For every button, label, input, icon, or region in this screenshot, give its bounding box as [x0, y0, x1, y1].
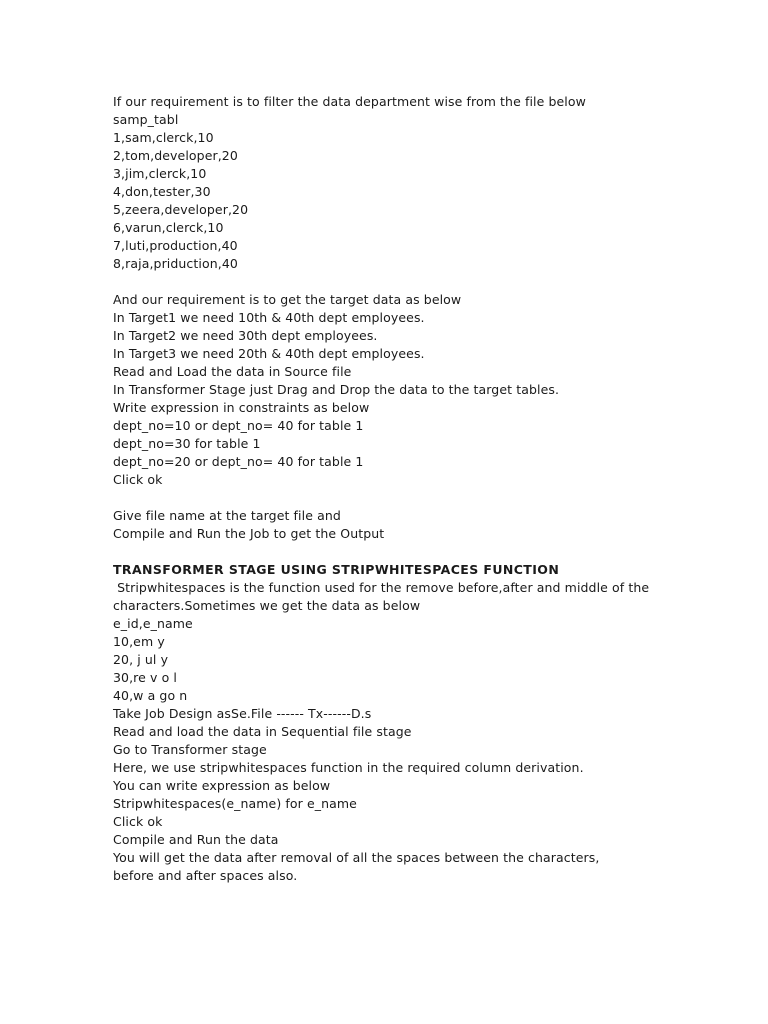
intro-text: If our requirement is to filter the data department wise from the file below: [113, 94, 586, 109]
text-line: Give file name at the target file and: [113, 508, 341, 523]
text-line: Click ok: [113, 472, 163, 487]
text-line: 30,re v o l: [113, 670, 177, 685]
text-line: 40,w a go n: [113, 688, 188, 703]
data-row: 8,raja,priduction,40: [113, 256, 238, 271]
text-line: You will get the data after removal of all the spaces between the characters,: [113, 850, 600, 865]
text-line: In Target1 we need 10th & 40th dept employees.: [113, 310, 425, 325]
text-line: Stripwhitespaces is the function used for the remove before,after and middle of the: [113, 580, 650, 595]
text-line: Click ok: [113, 814, 163, 829]
text-line: 20, j ul y: [113, 652, 169, 667]
text-line: before and after spaces also.: [113, 868, 298, 883]
paragraph-gap: [113, 273, 673, 291]
section-stripwhitespaces: [113, 561, 673, 885]
text-line: 10,em y: [113, 634, 165, 649]
data-row: 5,zeera,developer,20: [113, 202, 249, 217]
text-line: Read and Load the data in Source file: [113, 364, 352, 379]
document-body: [113, 93, 673, 885]
text-line: In Target2 we need 30th dept employees.: [113, 328, 378, 343]
section-filter-intro: [113, 93, 673, 273]
text-line: Compile and Run the Job to get the Output: [113, 526, 385, 541]
text-line: dept_no=10 or dept_no= 40 for table 1: [113, 418, 364, 433]
text-line: characters.Sometimes we get the data as below: [113, 598, 421, 613]
text-line: You can write expression as below: [113, 778, 331, 793]
text-line: In Transformer Stage just Drag and Drop the data to the target tables.: [113, 382, 560, 397]
text-line: dept_no=20 or dept_no= 40 for table 1: [113, 454, 364, 469]
paragraph-gap: [113, 543, 673, 561]
section-heading: TRANSFORMER STAGE USING STRIPWHITESPACES FUNCTION: [113, 562, 560, 577]
data-row: 2,tom,developer,20: [113, 148, 238, 163]
data-row: 3,jim,clerck,10: [113, 166, 207, 181]
paragraph-gap: [113, 489, 673, 507]
text-line: e_id,e_name: [113, 616, 193, 631]
text-line: Take Job Design asSe.File ------ Tx------D.s: [113, 706, 372, 721]
section-compile-run: [113, 507, 673, 543]
text-line: dept_no=30 for table 1: [113, 436, 261, 451]
data-row: 1,sam,clerck,10: [113, 130, 214, 145]
text-line: Here, we use stripwhitespaces function in the required column derivation.: [113, 760, 584, 775]
text-line: Stripwhitespaces(e_name) for e_name: [113, 796, 357, 811]
section-target-requirements: [113, 291, 673, 489]
text-line: Read and load the data in Sequential file stage: [113, 724, 412, 739]
text-line: And our requirement is to get the target data as below: [113, 292, 462, 307]
text-line: Write expression in constraints as below: [113, 400, 370, 415]
table-name: samp_tabl: [113, 112, 179, 127]
data-row: 6,varun,clerck,10: [113, 220, 224, 235]
text-line: Compile and Run the data: [113, 832, 279, 847]
text-line: Go to Transformer stage: [113, 742, 267, 757]
data-row: 7,luti,production,40: [113, 238, 238, 253]
text-line: In Target3 we need 20th & 40th dept employees.: [113, 346, 425, 361]
data-row: 4,don,tester,30: [113, 184, 211, 199]
